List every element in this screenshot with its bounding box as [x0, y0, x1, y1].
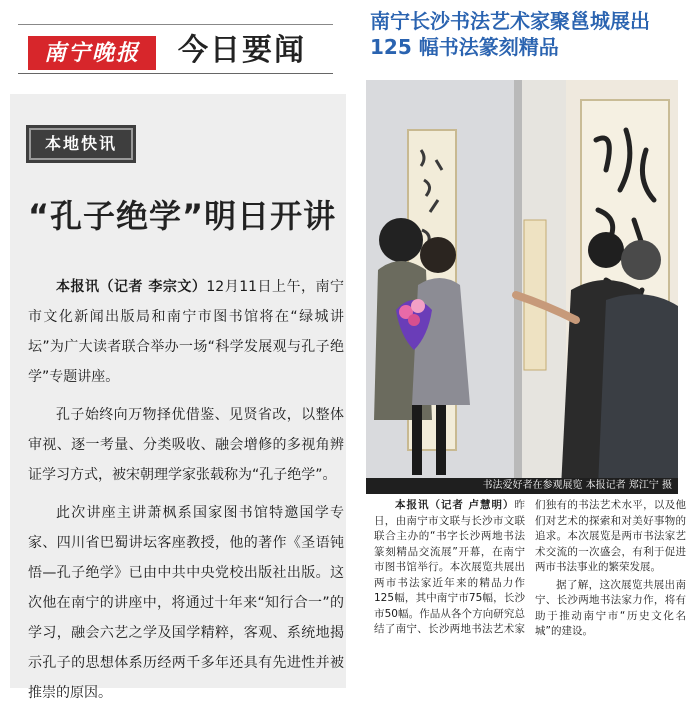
- right-byline: 本报讯（记者 卢慧明）: [395, 499, 515, 511]
- exhibition-photo-illustration: [366, 80, 678, 488]
- left-paragraph-1-text: 12月11日上午，南宁市文化新闻出版局和南宁市图书馆将在“绿城讲坛”为广大读者联合举办一场“科学发展观与孔子绝学”专题讲座。: [28, 279, 344, 385]
- masthead: [18, 24, 333, 74]
- section-title: 今日要闻: [178, 33, 306, 68]
- exhibition-photo: [366, 80, 678, 488]
- left-byline: 本报讯（记者 李宗文）: [56, 279, 207, 295]
- left-paragraph-3: 此次讲座主讲萧枫系国家图书馆特邀国学专家、四川省巴蜀讲坛客座教授，他的著作《圣语钝悟—孔子绝学》已由中共中央党校出版社出版。这次他在南宁的讲座中，将通过十年来“知行合一”的学习，融会六艺之学及国学精粹，客观、系统地揭示孔子的思想体系历经两千多年还具有先进性并被推崇的原因。: [28, 505, 344, 701]
- left-article-body: [28, 272, 344, 716]
- right-paragraph-1-text: 昨日，由南宁市文联与长沙市文联联合主办的“书字长沙两地书法篆刻精品交流展”开幕，在南宁市图书馆举行。本次展览共展出两市书法家近年来的精品力作125幅，其中南宁市75幅，长沙市50幅。作品从各个方向研究总结了南宁、长沙两地书法艺术家们独有的书法艺术水平，以及他们对艺术的探索和对美好事物的追求。本次展览是两市书法家艺术交流的一次盛会，有利于促进两市书法事业的繁荣发展。: [374, 499, 686, 635]
- right-paragraph-2: 据了解，这次展览共展出南宁、长沙两地书法家力作，将有助于推动南宁市“历史文化名城”的建设。: [535, 578, 686, 637]
- right-article-body: [374, 498, 686, 640]
- left-paragraph-1: [28, 272, 344, 392]
- left-paragraph-2: 孔子始终向万物择优借鉴、见贤省改，以整体审视、逐一考量、分类吸收、融会增修的多视角辨证学习方式，被宋朝理学家张载称为“孔子绝学”。: [28, 407, 344, 483]
- photo-caption: 书法爱好者在参观展览 本报记者 郑江宁 摄: [366, 478, 678, 494]
- right-column: [352, 0, 690, 700]
- left-headline: “孔子绝学”明日开讲: [28, 197, 337, 235]
- article-tag: 本地快讯: [26, 125, 136, 163]
- right-headline: 南宁长沙书法艺术家聚邕城展出 125 幅书法篆刻精品: [370, 9, 650, 59]
- newspaper-logo: 南宁晚报: [28, 36, 156, 70]
